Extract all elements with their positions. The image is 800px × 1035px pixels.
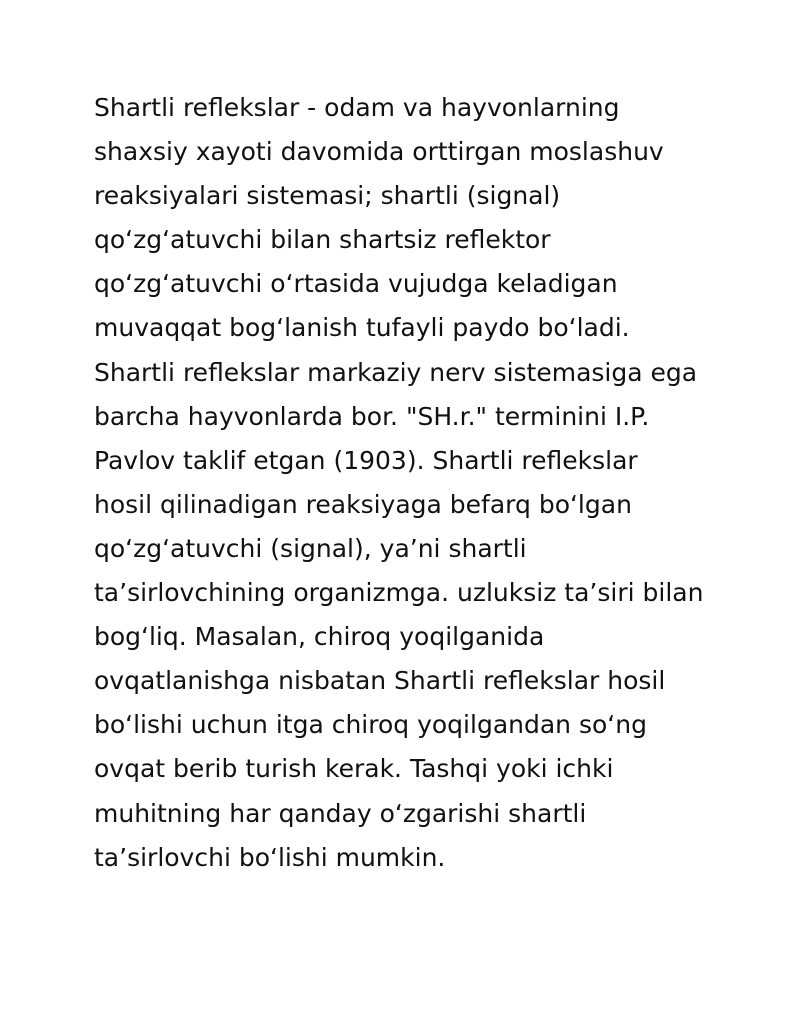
text-line-14: ovqatlanishga nisbatan Shartli reflekslar hosil	[94, 666, 666, 696]
text-line-16: ovqat berib turish kerak. Tashqi yoki ichki	[94, 754, 614, 784]
text-line-9: Pavlov taklif etgan (1903). Shartli reflekslar	[94, 445, 638, 475]
text-line-7: Shartli reflekslar markaziy nerv sistemasiga ega	[94, 357, 698, 387]
text-line-12: ta’sirlovchining organizmga. uzluksiz ta’siri bilan	[94, 578, 704, 608]
text-line-4: qo‘zg‘atuvchi bilan shartsiz reflektor	[94, 225, 551, 255]
text-line-10: hosil qilinadigan reaksiyaga befarq bo‘lgan	[94, 489, 632, 519]
body-paragraph	[94, 86, 734, 880]
text-line-3: reaksiyalari sistemasi; shartli (signal)	[94, 181, 561, 211]
text-line-18: ta’sirlovchi bo‘lishi mumkin.	[94, 842, 446, 872]
text-line-2: shaxsiy xayoti davomida orttirgan moslashuv	[94, 137, 664, 167]
text-line-1: Shartli reflekslar - odam va hayvonlarning	[94, 93, 620, 122]
text-line-6: muvaqqat bog‘lanish tufayli paydo bo‘ladi.	[94, 313, 630, 343]
text-line-17: muhitning har qanday o‘zgarishi shartli	[94, 798, 587, 828]
text-line-11: qo‘zg‘atuvchi (signal), ya’ni shartli	[94, 533, 527, 563]
text-line-8: barcha hayvonlarda bor. "SH.r." terminini I.P.	[94, 401, 650, 431]
text-line-15: bo‘lishi uchun itga chiroq yoqilgandan so‘ng	[94, 710, 647, 740]
text-line-5: qo‘zg‘atuvchi o‘rtasida vujudga keladigan	[94, 269, 618, 299]
text-line-13: bog‘liq. Masalan, chiroq yoqilganida	[94, 622, 545, 652]
